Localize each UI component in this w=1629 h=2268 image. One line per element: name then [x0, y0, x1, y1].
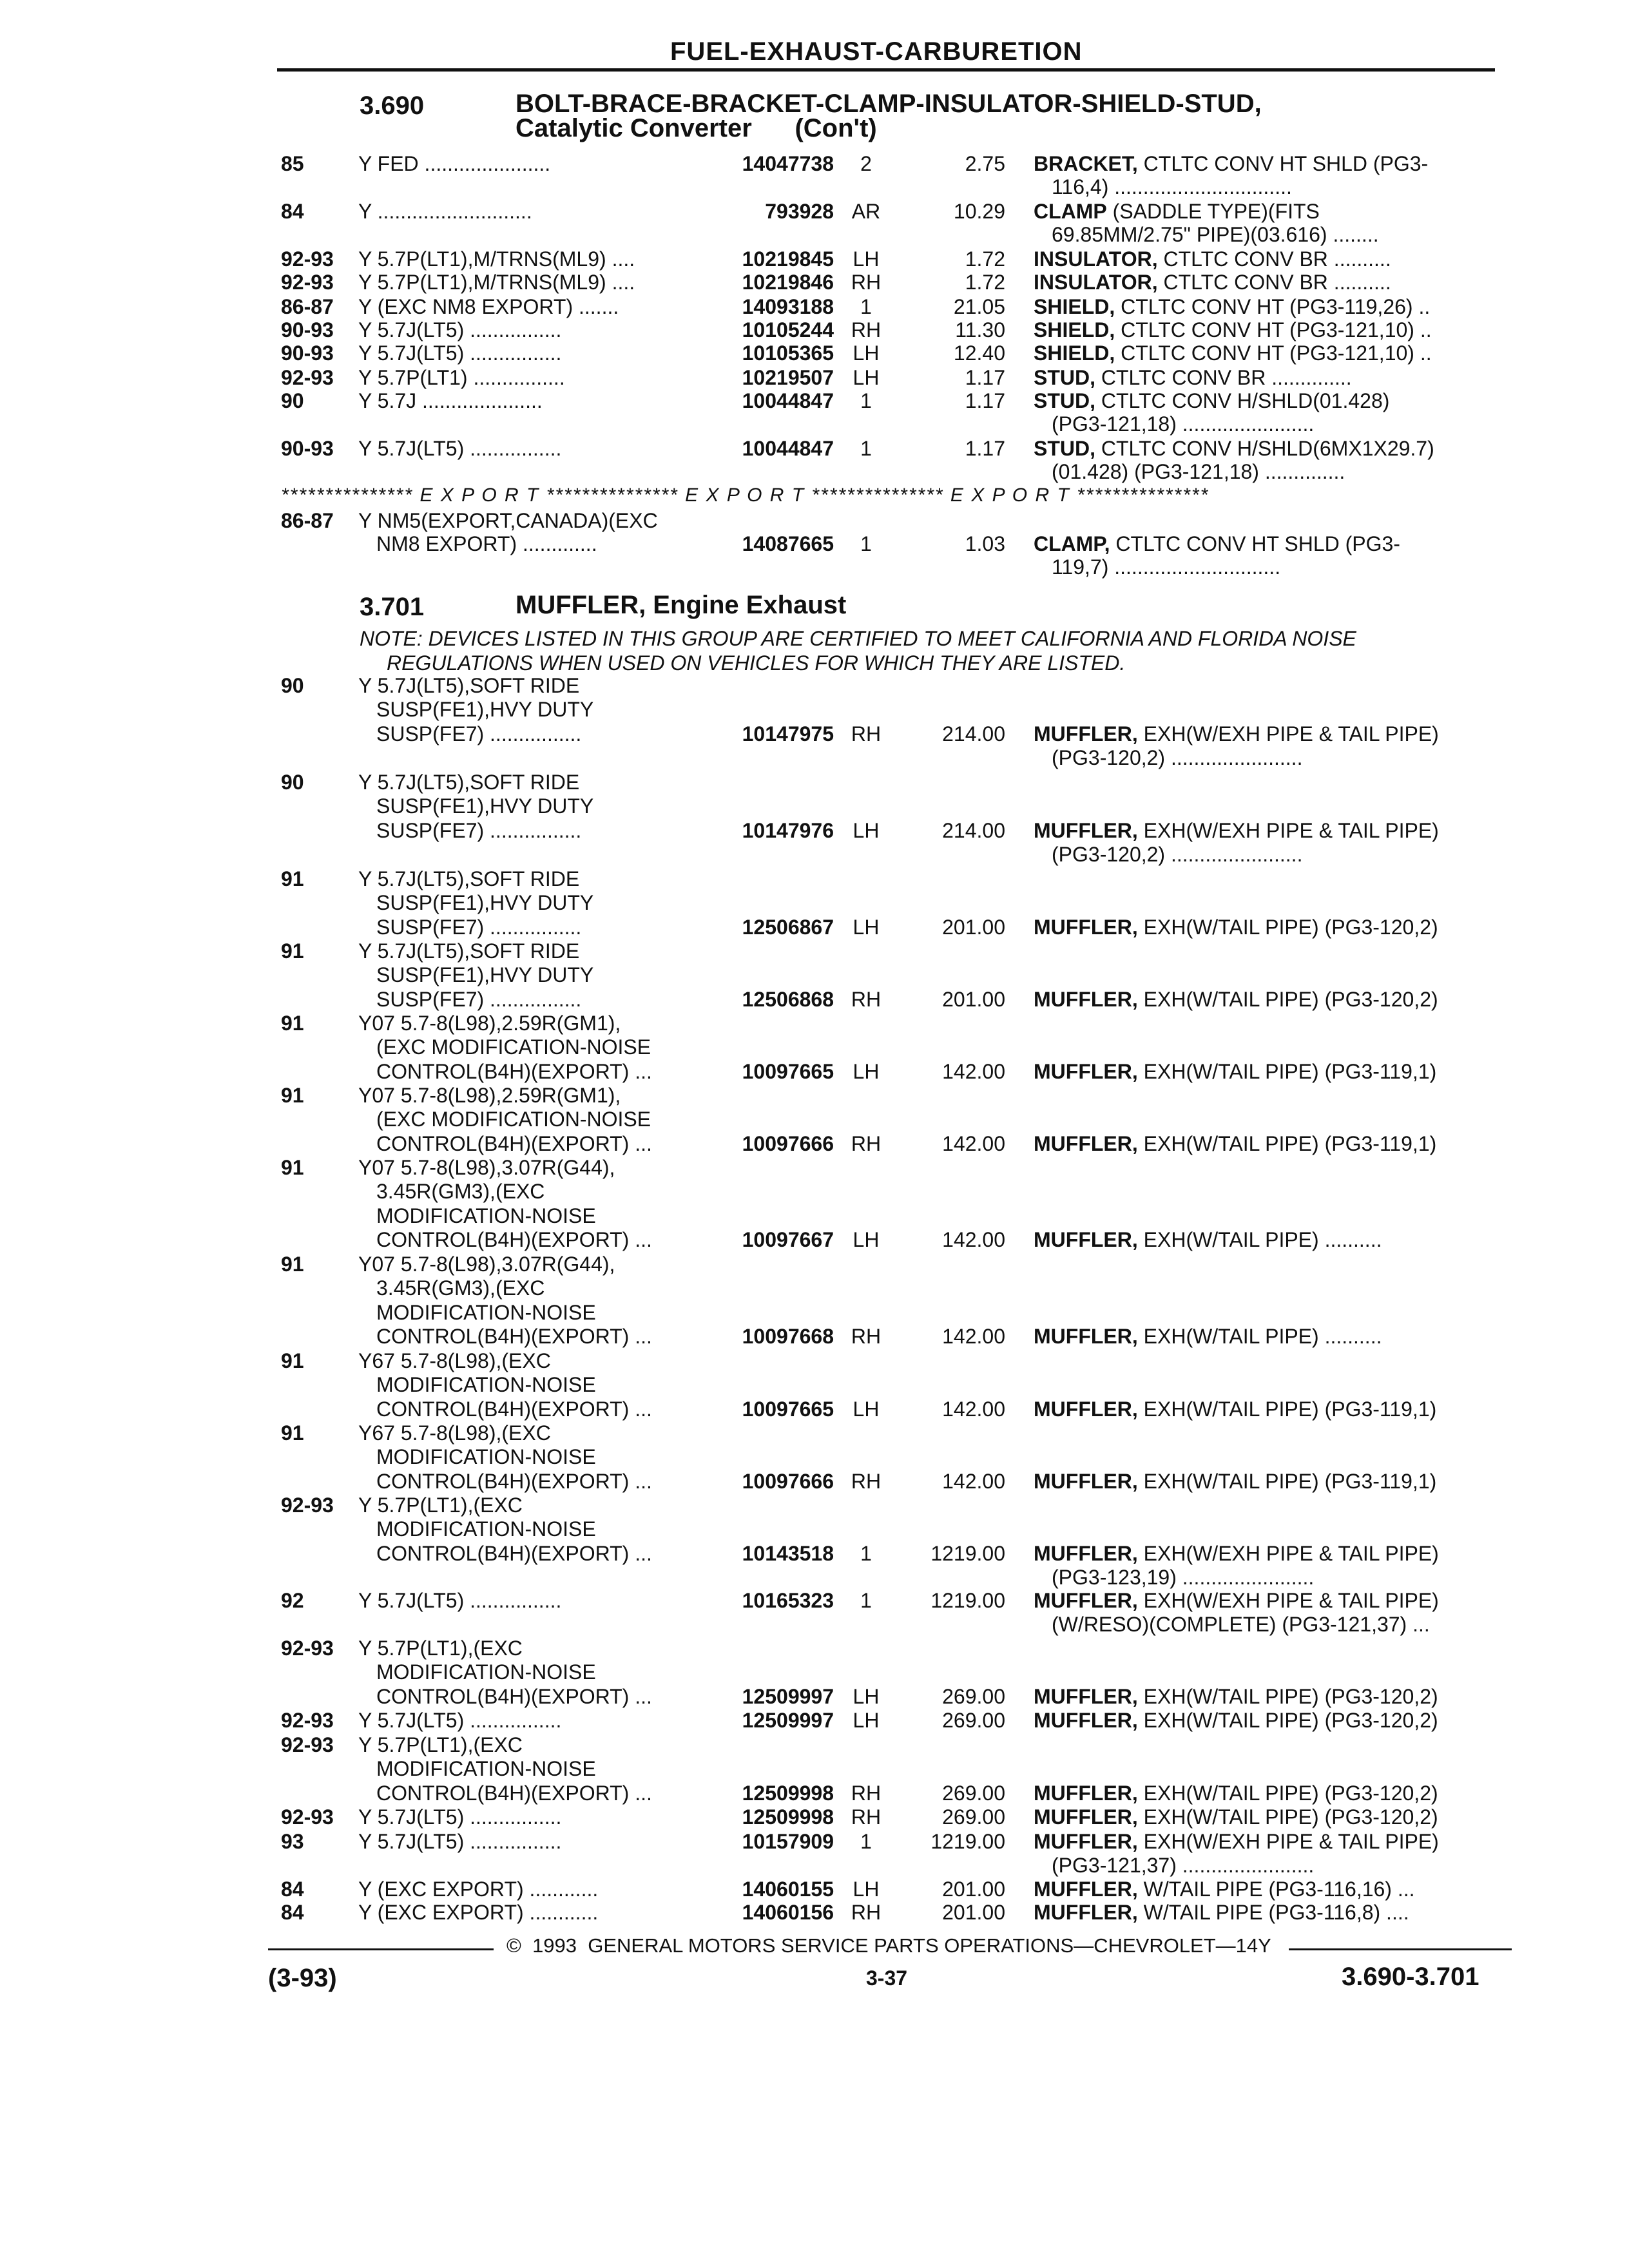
quantity: 1: [860, 295, 872, 318]
price: 201.00: [942, 916, 1005, 939]
part-name: STUD,: [1034, 437, 1095, 460]
part-description: [1034, 819, 1439, 843]
application: Y (EXC EXPORT) ............: [358, 1901, 599, 1924]
price: 1219.00: [930, 1542, 1005, 1565]
part-detail: (SADDLE TYPE)(FITS: [1106, 200, 1320, 223]
price: 201.00: [942, 1901, 1005, 1924]
price: 142.00: [942, 1060, 1005, 1083]
price: 1219.00: [930, 1830, 1005, 1853]
quantity: RH: [851, 1782, 882, 1805]
part-detail: EXH(W/EXH PIPE & TAIL PIPE): [1137, 722, 1439, 745]
model-year: 86-87: [281, 509, 334, 532]
part-number: 10147976: [742, 819, 834, 842]
part-description-continued: 69.85MM/2.75" PIPE)(03.616) ........: [1052, 223, 1379, 246]
application-continued: MODIFICATION-NOISE: [376, 1660, 596, 1684]
part-name: MUFFLER,: [1034, 988, 1138, 1011]
application-continued: CONTROL(B4H)(EXPORT) ...: [376, 1542, 652, 1565]
part-description: [1034, 1060, 1436, 1084]
part-name: MUFFLER,: [1034, 1878, 1138, 1901]
quantity: 1: [860, 389, 872, 412]
part-description: [1034, 152, 1428, 176]
section-subtitle: Catalytic Converter (Con't): [516, 114, 877, 142]
model-year: 85: [281, 152, 304, 175]
part-number: 10105244: [742, 318, 834, 341]
section-number: 3.701: [360, 593, 425, 621]
part-description: [1034, 916, 1438, 939]
footer-page-number: 3-37: [866, 1966, 908, 1990]
part-detail: CTLTC CONV H/SHLD(6MX1X29.7): [1095, 437, 1434, 460]
model-year: 91: [281, 1156, 304, 1179]
part-description: [1034, 1325, 1382, 1349]
part-detail: EXH(W/EXH PIPE & TAIL PIPE): [1137, 1589, 1439, 1612]
application: Y 5.7P(LT1),(EXC: [358, 1637, 523, 1660]
part-name: MUFFLER,: [1034, 722, 1138, 745]
model-year: 92-93: [281, 1733, 334, 1756]
application: Y FED ......................: [358, 152, 551, 175]
part-detail: W/TAIL PIPE (PG3-116,16) ...: [1137, 1878, 1415, 1901]
application: Y67 5.7-8(L98),(EXC: [358, 1349, 551, 1372]
part-detail: EXH(W/TAIL PIPE) (PG3-120,2): [1137, 988, 1438, 1011]
application: Y07 5.7-8(L98),2.59R(GM1),: [358, 1084, 621, 1107]
part-number: 12509998: [742, 1782, 834, 1805]
application-continued: SUSP(FE1),HVY DUTY: [376, 794, 594, 818]
footer-date: (3-93): [268, 1964, 337, 1992]
part-name: MUFFLER,: [1034, 1709, 1138, 1732]
part-description: [1034, 988, 1438, 1012]
application: Y07 5.7-8(L98),3.07R(G44),: [358, 1253, 615, 1276]
application-continued: (EXC MODIFICATION-NOISE: [376, 1035, 651, 1059]
part-number: 10219845: [742, 247, 834, 271]
model-year: 92-93: [281, 1805, 334, 1829]
quantity: RH: [851, 722, 882, 745]
application-continued: CONTROL(B4H)(EXPORT) ...: [376, 1782, 652, 1805]
model-year: 90: [281, 674, 304, 697]
part-description-continued: (PG3-120,2) .......................: [1052, 843, 1303, 866]
part-description-continued: 119,7) .............................: [1052, 555, 1281, 579]
part-number: 14093188: [742, 295, 834, 318]
quantity: 1: [860, 437, 872, 460]
price: 269.00: [942, 1805, 1005, 1829]
part-number: 10097668: [742, 1325, 834, 1348]
part-description: [1034, 389, 1389, 413]
price: 1.03: [965, 532, 1005, 555]
part-description: [1034, 318, 1432, 342]
application-continued: MODIFICATION-NOISE: [376, 1517, 596, 1541]
quantity: LH: [853, 341, 880, 365]
part-description: [1034, 1470, 1436, 1494]
price: 10.29: [953, 200, 1005, 223]
part-name: MUFFLER,: [1034, 1398, 1138, 1421]
quantity: LH: [853, 366, 880, 389]
price: 142.00: [942, 1398, 1005, 1421]
part-detail: EXH(W/EXH PIPE & TAIL PIPE): [1137, 1830, 1439, 1853]
price: 142.00: [942, 1132, 1005, 1155]
part-name: SHIELD,: [1034, 295, 1115, 318]
part-description-continued: 116,4) ...............................: [1052, 175, 1292, 198]
part-description: [1034, 341, 1432, 365]
application-continued: SUSP(FE7) ................: [376, 722, 582, 745]
application: Y 5.7J(LT5) ................: [358, 318, 562, 341]
application: Y ...........................: [358, 200, 532, 223]
price: 142.00: [942, 1470, 1005, 1493]
part-description: [1034, 1782, 1438, 1805]
application-continued: 3.45R(GM3),(EXC: [376, 1276, 545, 1300]
application: Y 5.7J(LT5) ................: [358, 1830, 562, 1853]
model-year: 91: [281, 1421, 304, 1445]
part-description: [1034, 366, 1352, 390]
model-year: 91: [281, 867, 304, 890]
model-year: 91: [281, 939, 304, 963]
model-year: 86-87: [281, 295, 334, 318]
header-rule: [277, 68, 1495, 72]
application-continued: CONTROL(B4H)(EXPORT) ...: [376, 1060, 652, 1083]
part-detail: CTLTC CONV HT SHLD (PG3-: [1110, 532, 1400, 555]
quantity: LH: [853, 1398, 880, 1421]
application-continued: CONTROL(B4H)(EXPORT) ...: [376, 1470, 652, 1493]
part-name: STUD,: [1034, 389, 1095, 412]
quantity: RH: [851, 318, 882, 341]
part-description: [1034, 271, 1391, 294]
application-continued: MODIFICATION-NOISE: [376, 1301, 596, 1324]
model-year: 91: [281, 1349, 304, 1372]
model-year: 84: [281, 200, 304, 223]
application-continued: CONTROL(B4H)(EXPORT) ...: [376, 1685, 652, 1708]
price: 21.05: [953, 295, 1005, 318]
part-name: SHIELD,: [1034, 341, 1115, 365]
application-continued: SUSP(FE7) ................: [376, 819, 582, 842]
part-description-continued: (PG3-120,2) .......................: [1052, 746, 1303, 769]
part-description: [1034, 1398, 1436, 1421]
price: 1219.00: [930, 1589, 1005, 1612]
part-description: [1034, 532, 1400, 556]
part-detail: CTLTC CONV H/SHLD(01.428): [1095, 389, 1390, 412]
quantity: 1: [860, 1830, 872, 1853]
part-number: 14060155: [742, 1878, 834, 1901]
application: Y 5.7J(LT5) ................: [358, 437, 562, 460]
note-line: NOTE: DEVICES LISTED IN THIS GROUP ARE CERTIFIED TO MEET CALIFORNIA AND FLORIDA NOISE: [360, 627, 1356, 650]
application: Y 5.7J(LT5) ................: [358, 1805, 562, 1829]
quantity: LH: [853, 247, 880, 271]
part-name: MUFFLER,: [1034, 1805, 1138, 1829]
model-year: 90: [281, 771, 304, 794]
application-continued: CONTROL(B4H)(EXPORT) ...: [376, 1398, 652, 1421]
part-number: 10097665: [742, 1060, 834, 1083]
part-number: 12506867: [742, 916, 834, 939]
part-number: 10219507: [742, 366, 834, 389]
part-name: MUFFLER,: [1034, 1060, 1138, 1083]
price: 214.00: [942, 722, 1005, 745]
part-description-continued: (PG3-121,18) .......................: [1052, 412, 1315, 436]
part-name: STUD,: [1034, 366, 1095, 389]
footer-copyright: © 1993 GENERAL MOTORS SERVICE PARTS OPERATIONS—CHEVROLET—14Y: [506, 1934, 1271, 1957]
page-header-title: FUEL-EXHAUST-CARBURETION: [670, 37, 1083, 66]
application: Y 5.7J(LT5) ................: [358, 1589, 562, 1612]
part-detail: EXH(W/TAIL PIPE) (PG3-120,2): [1137, 1805, 1438, 1829]
part-description-continued: (PG3-121,37) .......................: [1052, 1854, 1315, 1877]
price: 1.72: [965, 271, 1005, 294]
model-year: 90-93: [281, 318, 334, 341]
price: 12.40: [953, 341, 1005, 365]
price: 201.00: [942, 1878, 1005, 1901]
application-continued: SUSP(FE1),HVY DUTY: [376, 891, 594, 914]
part-name: MUFFLER,: [1034, 1782, 1138, 1805]
part-detail: EXH(W/TAIL PIPE) ..........: [1137, 1325, 1382, 1348]
part-number: 10097667: [742, 1228, 834, 1251]
part-number: 14060156: [742, 1901, 834, 1924]
application: Y 5.7J(LT5),SOFT RIDE: [358, 867, 580, 890]
part-description: [1034, 247, 1391, 271]
quantity: LH: [853, 916, 880, 939]
quantity: RH: [851, 1901, 882, 1924]
part-number: 14087665: [742, 532, 834, 555]
part-number: 10097665: [742, 1398, 834, 1421]
part-detail: EXH(W/TAIL PIPE) (PG3-119,1): [1137, 1060, 1437, 1083]
part-detail: CTLTC CONV HT (PG3-119,26) ..: [1115, 295, 1431, 318]
part-description: [1034, 295, 1430, 319]
part-description: [1034, 1132, 1436, 1156]
footer-section-range: 3.690-3.701: [1342, 1963, 1480, 1991]
part-name: BRACKET,: [1034, 152, 1138, 175]
part-number: 12509997: [742, 1709, 834, 1732]
quantity: RH: [851, 271, 882, 294]
application-continued: MODIFICATION-NOISE: [376, 1757, 596, 1780]
part-number: 14047738: [742, 152, 834, 175]
part-detail: EXH(W/EXH PIPE & TAIL PIPE): [1137, 1542, 1439, 1565]
model-year: 90-93: [281, 341, 334, 365]
price: 269.00: [942, 1782, 1005, 1805]
note-line: REGULATIONS WHEN USED ON VEHICLES FOR WHICH THEY ARE LISTED.: [387, 651, 1126, 675]
model-year: 92: [281, 1589, 304, 1612]
part-name: CLAMP: [1034, 200, 1107, 223]
part-number: 10044847: [742, 389, 834, 412]
application: Y 5.7J(LT5),SOFT RIDE: [358, 771, 580, 794]
application: Y 5.7P(LT1) ................: [358, 366, 565, 389]
application: Y 5.7J(LT5),SOFT RIDE: [358, 674, 580, 697]
part-name: MUFFLER,: [1034, 1685, 1138, 1708]
quantity: RH: [851, 1325, 882, 1348]
part-name: MUFFLER,: [1034, 1830, 1138, 1853]
application-continued: SUSP(FE1),HVY DUTY: [376, 698, 594, 721]
part-description: [1034, 1901, 1409, 1925]
part-number: 10219846: [742, 271, 834, 294]
part-description: [1034, 1830, 1439, 1854]
part-description: [1034, 722, 1439, 746]
price: 1.72: [965, 247, 1005, 271]
part-detail: CTLTC CONV BR ..............: [1095, 366, 1352, 389]
application-continued: CONTROL(B4H)(EXPORT) ...: [376, 1325, 652, 1348]
quantity: LH: [853, 1709, 880, 1732]
part-number: 12506868: [742, 988, 834, 1011]
export-banner: *************** E X P O R T *************** E X P O R T *************** E X P O R T ***************: [281, 485, 1210, 506]
part-detail: CTLTC CONV BR ..........: [1157, 271, 1391, 294]
application: Y67 5.7-8(L98),(EXC: [358, 1421, 551, 1445]
part-detail: EXH(W/TAIL PIPE) (PG3-119,1): [1137, 1470, 1437, 1493]
application-continued: SUSP(FE1),HVY DUTY: [376, 963, 594, 986]
application: Y (EXC NM8 EXPORT) .......: [358, 295, 619, 318]
price: 1.17: [965, 366, 1005, 389]
model-year: 90: [281, 389, 304, 412]
price: 201.00: [942, 988, 1005, 1011]
footer-rule-right: [1289, 1948, 1512, 1950]
part-detail: EXH(W/TAIL PIPE) (PG3-120,2): [1137, 1709, 1438, 1732]
application-continued: MODIFICATION-NOISE: [376, 1445, 596, 1468]
part-name: MUFFLER,: [1034, 1470, 1138, 1493]
part-name: SHIELD,: [1034, 318, 1115, 341]
model-year: 91: [281, 1012, 304, 1035]
part-detail: CTLTC CONV BR ..........: [1157, 247, 1391, 271]
application-continued: (EXC MODIFICATION-NOISE: [376, 1108, 651, 1131]
part-detail: EXH(W/TAIL PIPE) (PG3-120,2): [1137, 916, 1438, 939]
part-description: [1034, 200, 1320, 224]
quantity: 1: [860, 532, 872, 555]
application-continued: SUSP(FE7) ................: [376, 988, 582, 1011]
application-continued: SUSP(FE7) ................: [376, 916, 582, 939]
model-year: 90-93: [281, 437, 334, 460]
part-number: 10105365: [742, 341, 834, 365]
part-detail: W/TAIL PIPE (PG3-116,8) ....: [1137, 1901, 1409, 1924]
part-description-continued: (01.428) (PG3-121,18) ..............: [1052, 460, 1345, 483]
quantity: LH: [853, 1685, 880, 1708]
model-year: 92-93: [281, 366, 334, 389]
section-title: BOLT-BRACE-BRACKET-CLAMP-INSULATOR-SHIELD-STUD,: [516, 90, 1262, 118]
model-year: 91: [281, 1084, 304, 1107]
price: 2.75: [965, 152, 1005, 175]
model-year: 92-93: [281, 271, 334, 294]
application: Y 5.7P(LT1),(EXC: [358, 1733, 523, 1756]
part-detail: CTLTC CONV HT (PG3-121,10) ..: [1115, 318, 1432, 341]
part-name: INSULATOR,: [1034, 247, 1158, 271]
application: Y 5.7P(LT1),(EXC: [358, 1494, 523, 1517]
part-name: MUFFLER,: [1034, 1325, 1138, 1348]
part-number: 10143518: [742, 1542, 834, 1565]
section-number: 3.690: [360, 91, 425, 120]
price: 269.00: [942, 1709, 1005, 1732]
part-detail: CTLTC CONV HT SHLD (PG3-: [1137, 152, 1429, 175]
application: Y (EXC EXPORT) ............: [358, 1878, 599, 1901]
part-name: CLAMP,: [1034, 532, 1110, 555]
part-name: MUFFLER,: [1034, 1901, 1138, 1924]
application: Y 5.7J(LT5) ................: [358, 1709, 562, 1732]
part-number: 10097666: [742, 1470, 834, 1493]
section-title: MUFFLER, Engine Exhaust: [516, 591, 847, 619]
application-continued: MODIFICATION-NOISE: [376, 1204, 596, 1227]
price: 214.00: [942, 819, 1005, 842]
part-name: MUFFLER,: [1034, 1132, 1138, 1155]
part-description: [1034, 1589, 1439, 1613]
quantity: LH: [853, 819, 880, 842]
quantity: LH: [853, 1060, 880, 1083]
part-detail: EXH(W/TAIL PIPE) (PG3-119,1): [1137, 1132, 1437, 1155]
quantity: LH: [853, 1878, 880, 1901]
part-detail: EXH(W/EXH PIPE & TAIL PIPE): [1137, 819, 1439, 842]
quantity: RH: [851, 1805, 882, 1829]
model-year: 93: [281, 1830, 304, 1853]
footer-rule-left: [268, 1948, 494, 1950]
part-detail: EXH(W/TAIL PIPE) (PG3-120,2): [1137, 1782, 1438, 1805]
part-detail: EXH(W/TAIL PIPE) (PG3-119,1): [1137, 1398, 1437, 1421]
part-detail: CTLTC CONV HT (PG3-121,10) ..: [1115, 341, 1432, 365]
application: Y 5.7P(LT1),M/TRNS(ML9) ....: [358, 247, 635, 271]
model-year: 84: [281, 1878, 304, 1901]
part-description: [1034, 1709, 1438, 1733]
quantity: 1: [860, 1589, 872, 1612]
part-detail: EXH(W/TAIL PIPE) ..........: [1137, 1228, 1382, 1251]
application: Y07 5.7-8(L98),3.07R(G44),: [358, 1156, 615, 1179]
quantity: RH: [851, 1470, 882, 1493]
application-continued: CONTROL(B4H)(EXPORT) ...: [376, 1132, 652, 1155]
model-year: 84: [281, 1901, 304, 1924]
model-year: 92-93: [281, 1709, 334, 1732]
part-description: [1034, 1878, 1415, 1901]
part-number: 12509997: [742, 1685, 834, 1708]
part-name: INSULATOR,: [1034, 271, 1158, 294]
part-number: 10097666: [742, 1132, 834, 1155]
application: Y07 5.7-8(L98),2.59R(GM1),: [358, 1012, 621, 1035]
application: Y 5.7J .....................: [358, 389, 543, 412]
price: 269.00: [942, 1685, 1005, 1708]
part-number: 10165323: [742, 1589, 834, 1612]
part-number: 10157909: [742, 1830, 834, 1853]
quantity: RH: [851, 1132, 882, 1155]
quantity: 2: [860, 152, 872, 175]
part-description: [1034, 1228, 1382, 1252]
price: 1.17: [965, 389, 1005, 412]
part-description: [1034, 1542, 1439, 1566]
part-number: 10147975: [742, 722, 834, 745]
part-name: MUFFLER,: [1034, 1589, 1138, 1612]
part-number: 10044847: [742, 437, 834, 460]
part-detail: EXH(W/TAIL PIPE) (PG3-120,2): [1137, 1685, 1438, 1708]
part-name: MUFFLER,: [1034, 916, 1138, 939]
application: Y 5.7J(LT5) ................: [358, 341, 562, 365]
quantity: 1: [860, 1542, 872, 1565]
part-number: 793928: [765, 200, 834, 223]
model-year: 92-93: [281, 1494, 334, 1517]
price: 142.00: [942, 1325, 1005, 1348]
part-name: MUFFLER,: [1034, 1228, 1138, 1251]
part-number: 12509998: [742, 1805, 834, 1829]
application-continued: NM8 EXPORT) .............: [376, 532, 597, 555]
price: 142.00: [942, 1228, 1005, 1251]
part-description: [1034, 1685, 1438, 1709]
quantity: RH: [851, 988, 882, 1011]
quantity: LH: [853, 1228, 880, 1251]
part-description-continued: (PG3-123,19) .......................: [1052, 1566, 1315, 1589]
model-year: 92-93: [281, 247, 334, 271]
application-continued: MODIFICATION-NOISE: [376, 1373, 596, 1396]
part-name: MUFFLER,: [1034, 1542, 1138, 1565]
quantity: AR: [851, 200, 881, 223]
part-description-continued: (W/RESO)(COMPLETE) (PG3-121,37) ...: [1052, 1613, 1430, 1636]
application-continued: CONTROL(B4H)(EXPORT) ...: [376, 1228, 652, 1251]
application-continued: 3.45R(GM3),(EXC: [376, 1180, 545, 1203]
application: Y 5.7J(LT5),SOFT RIDE: [358, 939, 580, 963]
application: Y NM5(EXPORT,CANADA)(EXC: [358, 509, 658, 532]
model-year: 92-93: [281, 1637, 334, 1660]
model-year: 91: [281, 1253, 304, 1276]
application: Y 5.7P(LT1),M/TRNS(ML9) ....: [358, 271, 635, 294]
price: 1.17: [965, 437, 1005, 460]
part-description: [1034, 437, 1434, 461]
part-name: MUFFLER,: [1034, 819, 1138, 842]
price: 11.30: [955, 318, 1005, 341]
part-description: [1034, 1805, 1438, 1829]
